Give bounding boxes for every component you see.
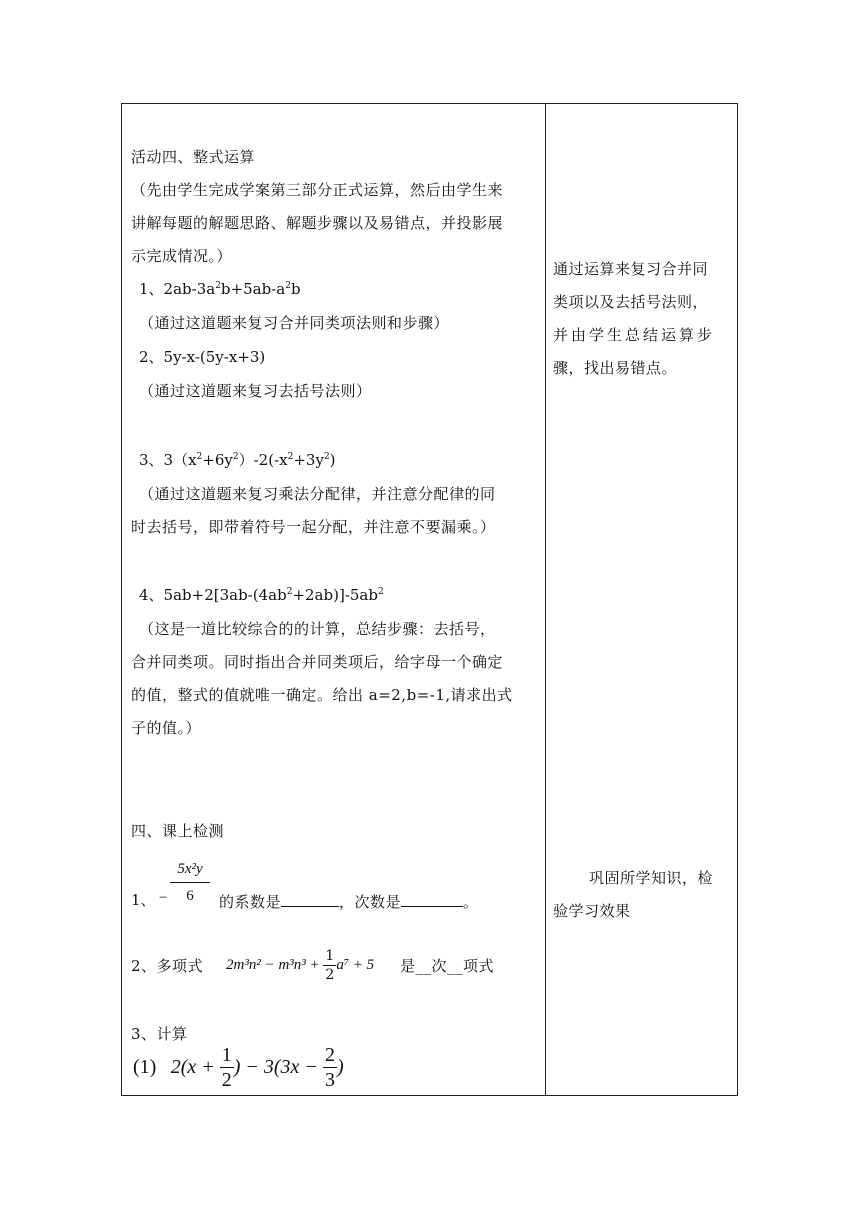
check-item-2-text: 是__次__项式 — [400, 957, 495, 975]
question-4-note-line-2: 合并同类项。同时指出合并同类项后，给字母一个确定 — [131, 653, 504, 671]
check-item-1-fraction — [170, 856, 210, 909]
question-1-note: （通过这道题来复习合并同类项法则和步骤） — [139, 314, 450, 332]
answer-blank-2[interactable] — [401, 890, 463, 907]
question-4-note-line-4: 子的值。） — [131, 719, 202, 737]
column-divider — [545, 103, 546, 1096]
intro-line-1: （先由学生完成学案第三部分正式运算，然后由学生来 — [131, 181, 504, 199]
question-2-note: （通过这道题来复习去括号法则） — [139, 382, 372, 400]
intro-line-2: 讲解每题的解题思路、解题步骤以及易错点，并投影展 — [131, 214, 504, 232]
question-3-note-line-2: 时去括号，即带着符号一起分配，并注意不要漏乘。） — [131, 518, 496, 536]
answer-blank-1[interactable] — [281, 890, 339, 907]
check-item-2-prefix: 2、多项式 — [131, 957, 204, 975]
question-3-note-line-1: （通过这道题来复习乘法分配律，并注意分配律的同 — [139, 485, 496, 503]
check-item-1-prefix: 1、 — [131, 891, 156, 909]
question-1: 1、$2ab-3a^2b+5ab-a^2b$ — [139, 280, 301, 298]
check-item-2-expression: 2m³n² − m³n³ + $\frac{1}{2}$ a⁷ + 5 — [226, 947, 375, 983]
question-2: 2、5y-x-(5y-x+3) — [139, 348, 266, 366]
check-title: 四、课上检测 — [131, 822, 225, 840]
check-item-1-sign: − — [158, 890, 169, 906]
fraction-numerator: 5x²y — [170, 856, 210, 883]
activity-title: 活动四、整式运算 — [131, 148, 256, 166]
check-item-3-title: 3、计算 — [131, 1025, 188, 1043]
intro-line-3: 示完成情况。） — [131, 247, 233, 265]
right-note-1: 通过运算来复习合并同 类项以及去括号法则， 并由学生总结运算步 骤，找出易错点。 — [553, 260, 716, 377]
question-4: 4、$5ab+2[3ab-(4ab^2+2ab)]-5ab^2$ — [139, 586, 384, 604]
question-3: 3、$3(x^2+6y^2)-2(-x^2+3y^2)$ — [139, 451, 336, 469]
check-item-1-text: 的系数是 ，次数是 。 — [219, 890, 479, 912]
check-item-3-expression: (1) 2(x + $\frac{1}{2}$ ) − 3(3x − $\frac{2}{3}$ ) — [133, 1044, 344, 1091]
question-4-note-line-3: 的值，整式的值就唯一确定。给出 a=2,b=-1,请求出式 — [131, 686, 513, 704]
fraction-denominator: 6 — [186, 888, 194, 904]
right-note-2: 巩固所学知识，检 验学习效果 — [553, 869, 714, 920]
question-4-note-line-1: （这是一道比较综合的的计算，总结步骤：去括号， — [139, 620, 496, 638]
